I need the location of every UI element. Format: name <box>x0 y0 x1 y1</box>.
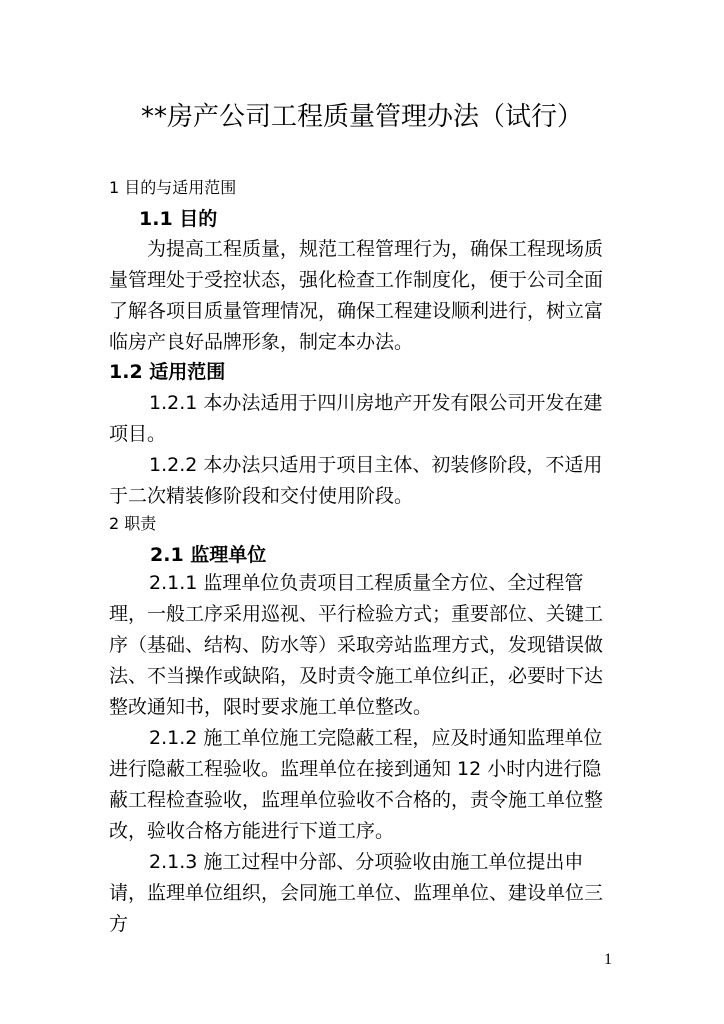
clause-1-2-2: 1.2.2 本办法只适用于项目主体、初装修阶段，不适用于二次精装修阶段和交付使用阶段。 <box>109 454 603 507</box>
section-2-1-heading: 2.1 监理单位 <box>150 544 267 566</box>
page-number: 1 <box>604 951 612 968</box>
clause-1-2-1: 1.2.1 本办法适用于四川房地产开发有限公司开发在建项目。 <box>109 392 603 445</box>
clause-2-1-1: 2.1.1 监理单位负责项目工程质量全方位、全过程管理，一般工序采用巡视、平行检验方式；重要部位、关键工序（基础、结构、防水等）采取旁站监理方式，发现错误做法、不当操作或缺陷，及时责令施工单位纠正，必要时下达整改通知书，限时要求施工单位整改。 <box>109 572 604 718</box>
clause-2-1-3: 2.1.3 施工过程中分部、分项验收由施工单位提出申请，监理单位组织，会同施工单位、监理单位、建设单位三方 <box>109 851 604 935</box>
section-1-2-heading: 1.2 适用范围 <box>109 361 226 383</box>
section-1-heading: 1 目的与适用范围 <box>109 178 237 197</box>
section-1-1-paragraph: 为提高工程质量，规范工程管理行为，确保工程现场质量管理处于受控状态，强化检查工作制度化，便于公司全面了解各项目质量管理情况，确保工程建设顺利进行，树立富临房产良好品牌形象，制定本办法。 <box>109 238 604 353</box>
page-title: **房产公司工程质量管理办法（试行） <box>140 102 583 132</box>
clause-2-1-2: 2.1.2 施工单位施工完隐蔽工程，应及时通知监理单位进行隐蔽工程验收。监理单位在接到通知 12 小时内进行隐蔽工程检查验收，监理单位验收不合格的，责令施工单位整改，验收合格方能进行下道工序。 <box>109 727 604 842</box>
section-1-1-heading: 1.1 目的 <box>139 208 218 230</box>
section-2-heading: 2 职责 <box>109 514 157 533</box>
